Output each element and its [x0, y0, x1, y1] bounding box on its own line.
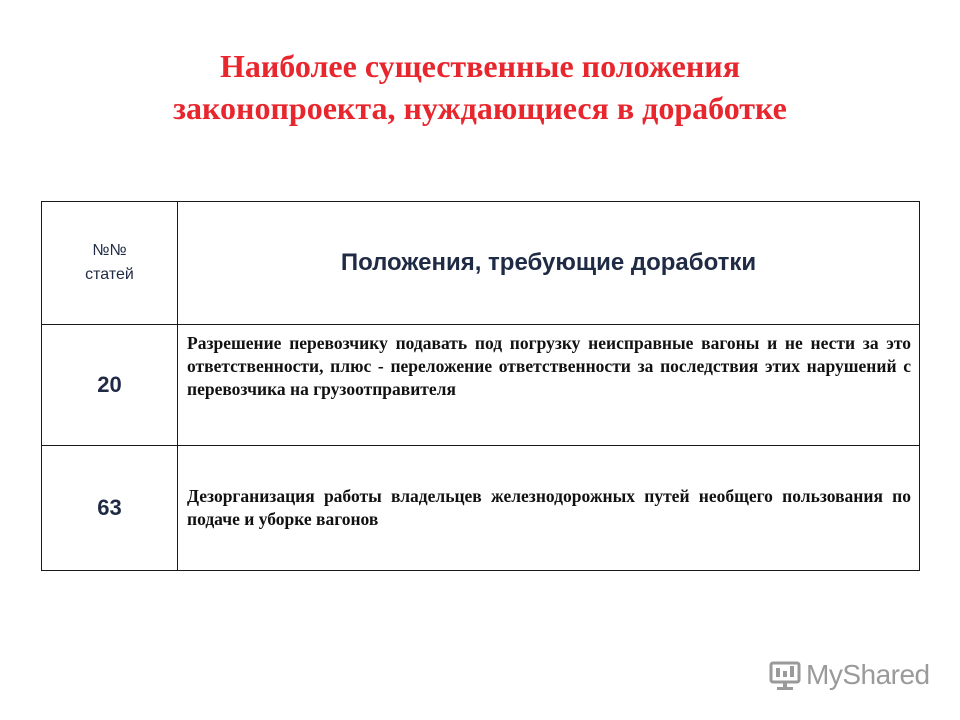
- slide-title-line-2: законопроекта, нуждающиеся в доработке: [173, 90, 787, 126]
- slide-title: [0, 45, 960, 129]
- provisions-table: [41, 201, 920, 571]
- provision-text-cell: Разрешение перевозчику подавать под погрузку неисправные вагоны и не нести за это ответственности, плюс - переложение ответственности за последствия этих нарушений с перевозчика на грузоотправителя: [178, 325, 920, 446]
- slide-title-line-1: Наиболее существенные положения: [219, 48, 741, 84]
- provisions-column-header: Положения, требующие доработки: [178, 202, 920, 325]
- article-number-header-line-2: статей: [85, 266, 134, 283]
- article-number-cell: 63: [42, 446, 178, 571]
- myshared-watermark: [768, 655, 930, 695]
- article-number-header-line-1: №№: [92, 242, 127, 259]
- table-row: [42, 325, 920, 446]
- table-row: [42, 446, 920, 571]
- table-header-row: [42, 202, 920, 325]
- watermark-text: MyShared: [806, 659, 930, 690]
- article-number-column-header: [42, 202, 178, 325]
- provision-text-cell: Дезорганизация работы владельцев железнодорожных путей необщего пользования по подаче и уборке вагонов: [178, 446, 920, 571]
- article-number-cell: 20: [42, 325, 178, 446]
- presentation-screen-icon: [768, 658, 802, 692]
